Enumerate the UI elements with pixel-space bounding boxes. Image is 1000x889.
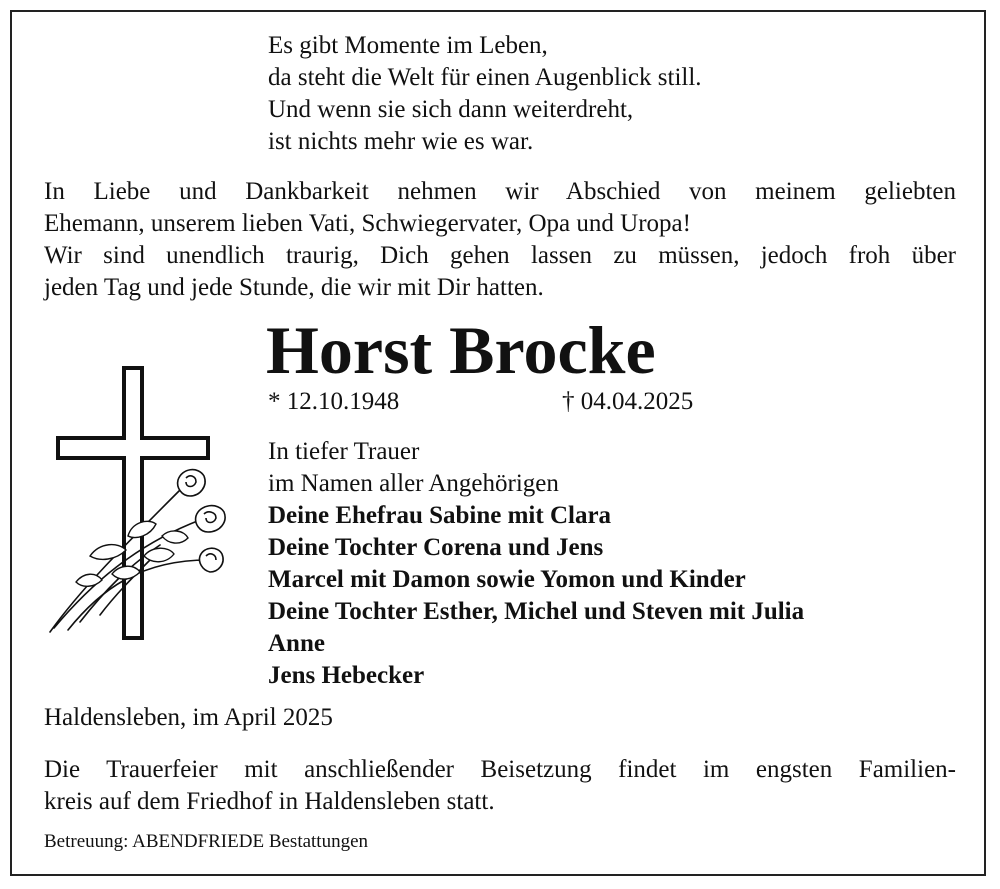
deceased-name: Horst Brocke <box>266 312 656 388</box>
birth-date: * 12.10.1948 <box>268 388 400 415</box>
farewell-text <box>44 176 956 304</box>
funeral-service-notice <box>44 754 956 818</box>
place-and-date: Haldensleben, im April 2025 <box>44 704 333 731</box>
service-line: Die Trauerfeier mit anschließender Beisetzung findet im engsten Familien- <box>44 756 956 783</box>
mourner-name: Deine Tochter Corena und Jens <box>268 534 604 561</box>
poem-line: ist nichts mehr wie es war. <box>268 128 534 155</box>
poem <box>268 30 702 158</box>
mourner-name: Deine Ehefrau Sabine mit Clara <box>268 502 612 529</box>
death-date: † 04.04.2025 <box>562 388 694 415</box>
mourners-intro-line: In tiefer Trauer <box>268 438 420 465</box>
farewell-line: Ehemann, unserem lieben Vati, Schwiegervater, Opa und Uropa! <box>44 210 691 237</box>
life-dates <box>268 386 694 418</box>
cross-with-roses-icon <box>40 360 240 650</box>
poem-line: da steht die Welt für einen Augenblick still. <box>268 64 702 91</box>
farewell-line: In Liebe und Dankbarkeit nehmen wir Abschied von meinem geliebten <box>44 178 956 205</box>
funeral-home-credit: Betreuung: ABENDFRIEDE Bestattungen <box>44 831 369 852</box>
poem-line: Es gibt Momente im Leben, <box>268 32 548 59</box>
mourner-name: Deine Tochter Esther, Michel und Steven mit Julia <box>268 598 805 625</box>
mourner-name: Marcel mit Damon sowie Yomon und Kinder <box>268 566 746 593</box>
mourner-name: Anne <box>268 630 325 657</box>
service-line: kreis auf dem Friedhof in Haldensleben statt. <box>44 788 495 815</box>
mourner-name: Jens Hebecker <box>268 662 425 689</box>
mourners-intro-line: im Namen aller Angehörigen <box>268 470 559 497</box>
farewell-line: Wir sind unendlich traurig, Dich gehen lassen zu müssen, jedoch froh über <box>44 242 956 269</box>
farewell-line: jeden Tag und jede Stunde, die wir mit Dir hatten. <box>44 274 544 301</box>
mourners-block <box>268 436 804 692</box>
poem-line: Und wenn sie sich dann weiterdreht, <box>268 96 634 123</box>
